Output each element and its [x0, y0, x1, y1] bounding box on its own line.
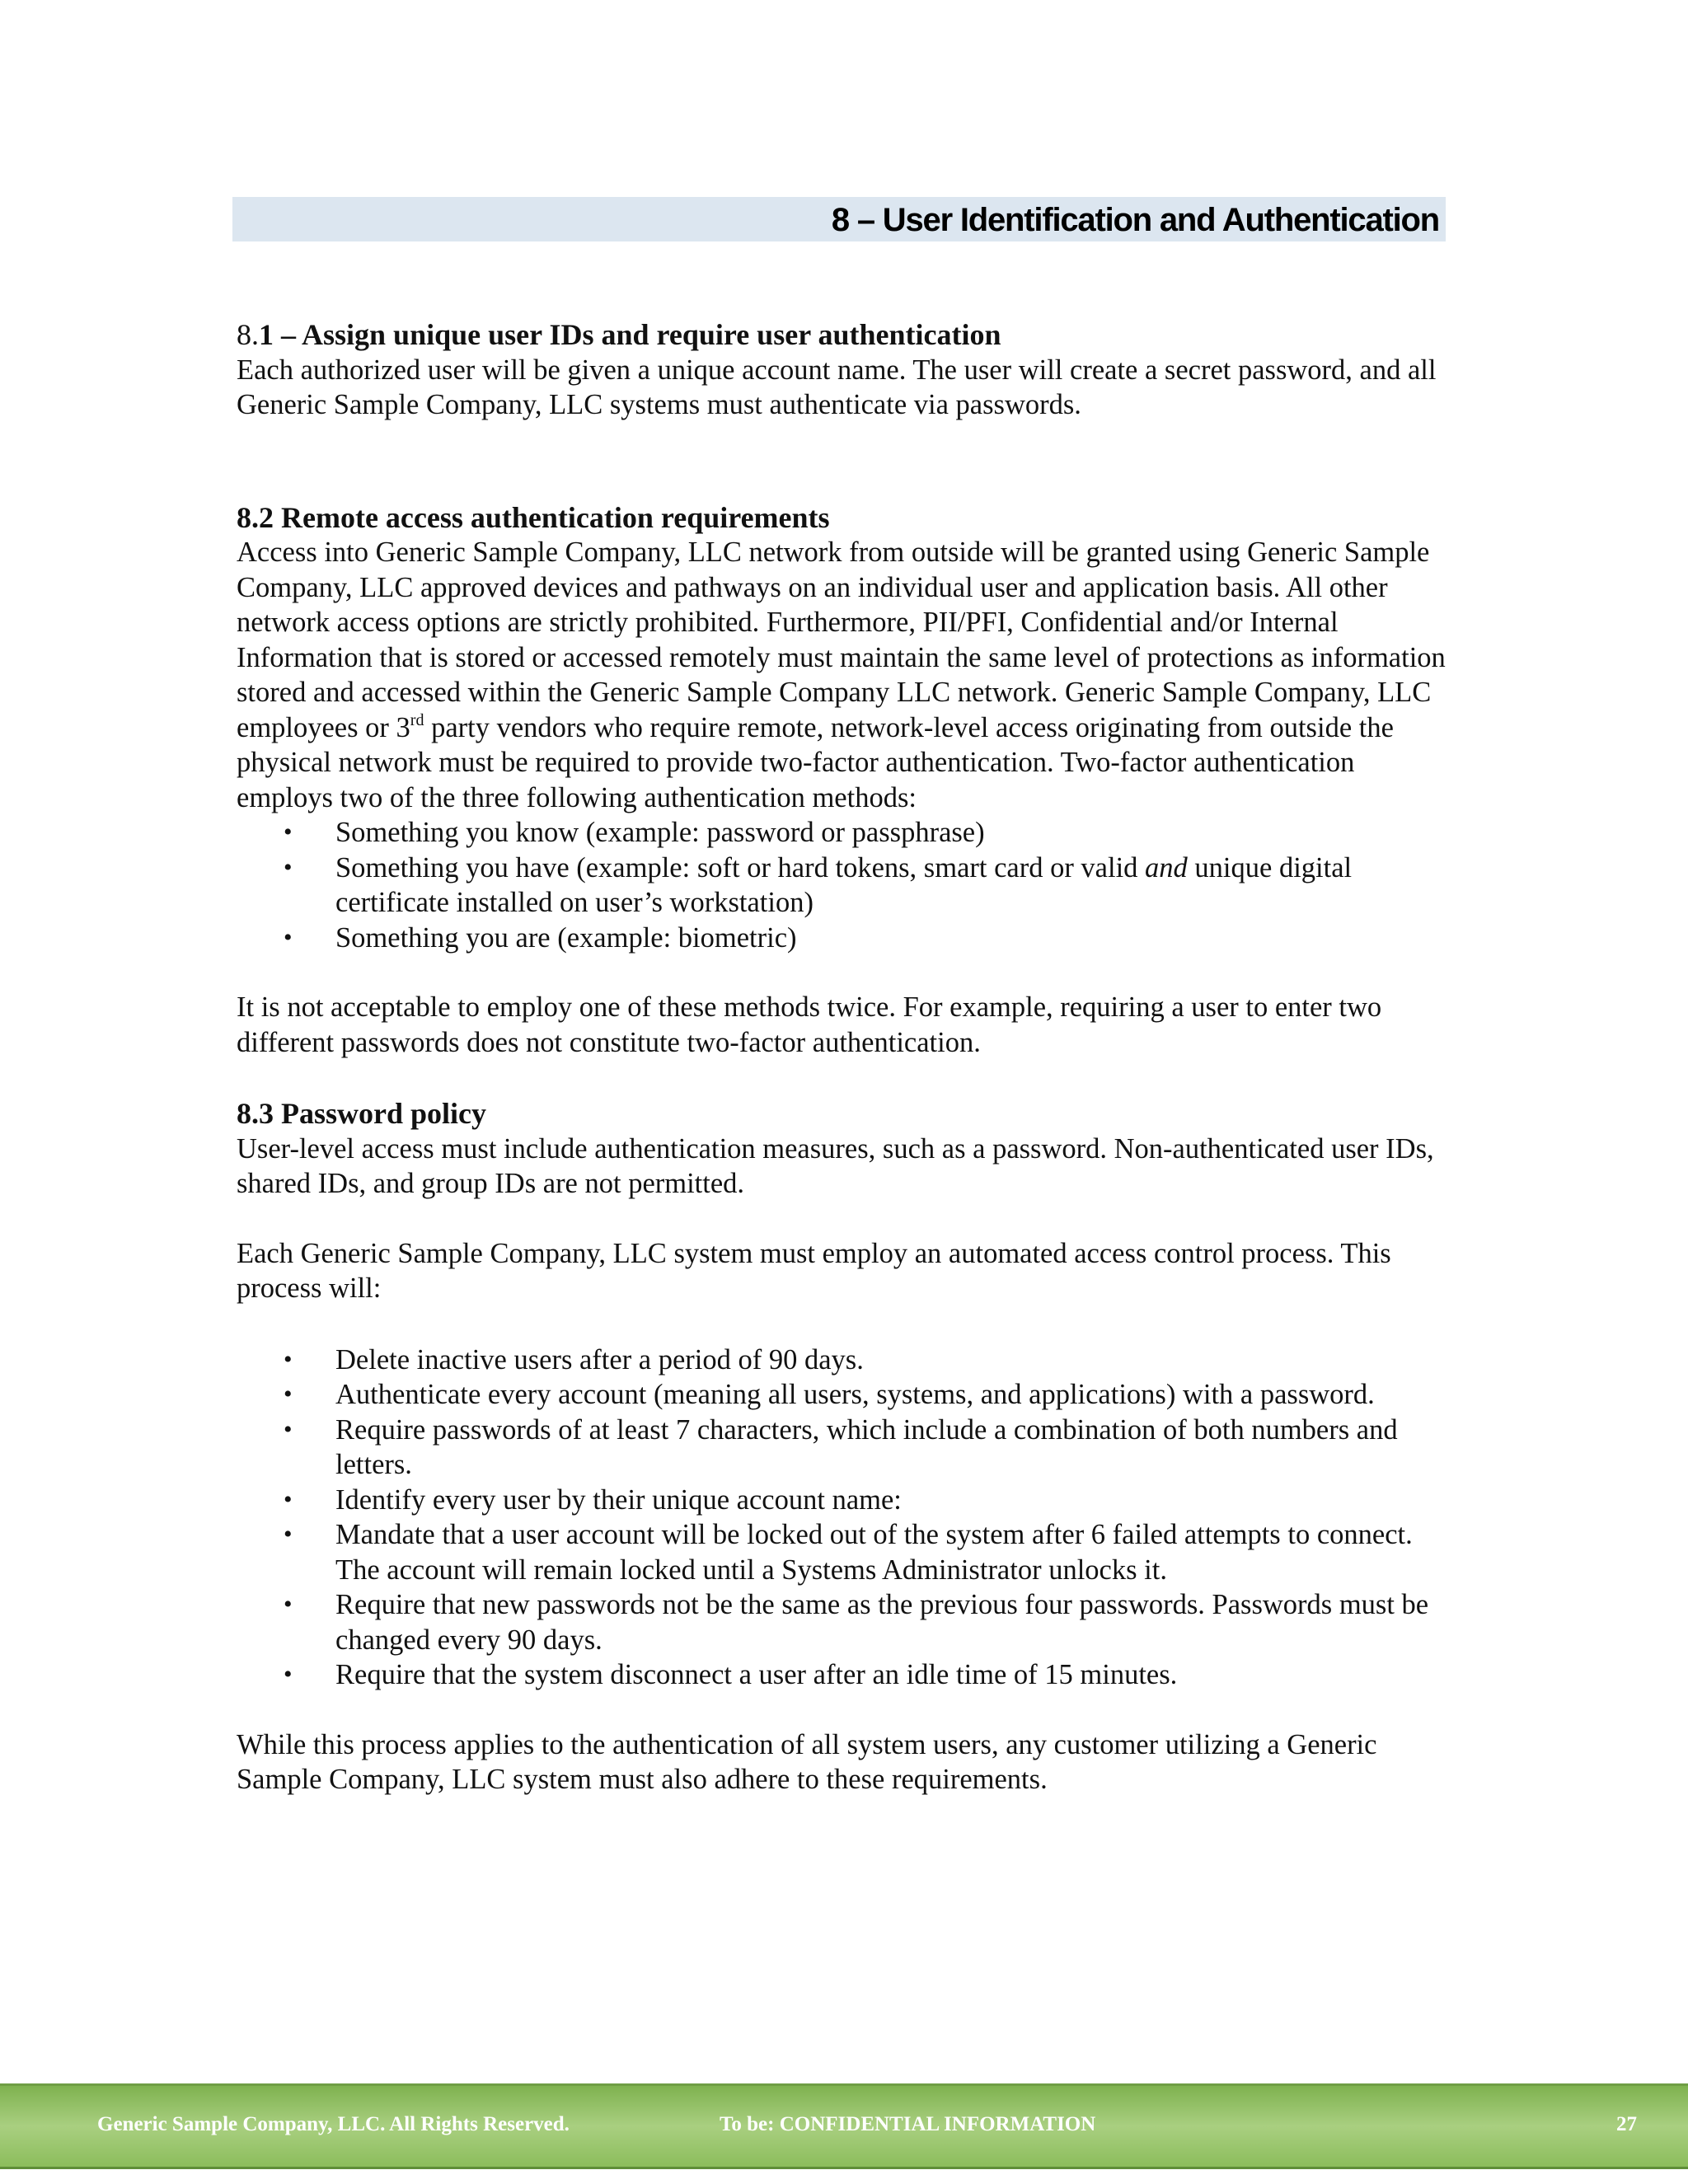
list-item-text: Delete inactive users after a period of 90 days. [335, 1343, 864, 1376]
section-8-3-body-2: Each Generic Sample Company, LLC system must employ an automated access control process. This process will: [237, 1237, 1391, 1304]
section-8-2-body-part1: Access into Generic Sample Company, LLC network from outside will be granted using Generic Sample Company, LLC approved devices and pathways on an individual user and application basis. All other network access options are strictly prohibited. Furthermore, PII/PFI, Confidential and/or Internal Information that is stored or accessed remotely must maintain the same level of protections as information stored and accessed within the Generic Sample Company LLC network. Generic Sample Company, LLC employees or 3 [237, 537, 1446, 743]
list-item-text: Mandate that a user account will be locked out of the system after 6 failed attempts to connect. The account will remain locked until a Systems Administrator unlocks it. [335, 1519, 1413, 1586]
section-8-2-body [237, 535, 1456, 815]
section-8-3-heading: 8.3 Password policy [237, 1097, 487, 1130]
section-8-1-heading [237, 317, 1456, 353]
list-item-text: Require that new passwords not be the same as the previous four passwords. Passwords must be changed every 90 days. [335, 1589, 1429, 1656]
access-control-list [237, 1343, 1456, 1693]
list-item-emphasis: and [1145, 851, 1188, 883]
list-item [237, 1517, 1456, 1587]
list-item [237, 851, 1456, 921]
bullet-icon: • [284, 818, 293, 846]
section-header-banner [232, 197, 1446, 241]
list-item-text: Something you are (example: biometric) [335, 921, 797, 954]
list-item [237, 1657, 1456, 1693]
list-item-text-pre: Something you have (example: soft or hard tokens, smart card or valid [335, 851, 1146, 883]
list-item [237, 1413, 1456, 1483]
bullet-icon: • [284, 1345, 293, 1373]
page-number: 27 [1616, 2113, 1637, 2135]
bullet-icon: • [284, 923, 293, 951]
auth-methods-list [237, 815, 1456, 955]
list-item [237, 815, 1456, 851]
bullet-icon: • [284, 1380, 293, 1408]
section-8-1-number: 8. [237, 318, 259, 351]
bullet-icon: • [284, 1485, 293, 1513]
superscript-rd: rd [410, 710, 424, 729]
bullet-icon: • [284, 1521, 293, 1548]
section-8-1-body: Each authorized user will be given a unique account name. The user will create a secret password, and all Generic Sample Company, LLC systems must authenticate via passwords. [237, 354, 1437, 420]
bullet-icon: • [284, 853, 293, 881]
section-8-3-body-1: User-level access must include authentication measures, such as a password. Non-authenticated user IDs, shared IDs, and group IDs are not permitted. [237, 1132, 1434, 1199]
list-item-text: Identify every user by their unique account name: [335, 1483, 902, 1516]
list-item [237, 921, 1456, 956]
footer-classification: To be: CONFIDENTIAL INFORMATION [720, 2113, 1096, 2135]
list-item-text: Require passwords of at least 7 characters, which include a combination of both numbers and letters. [335, 1413, 1398, 1480]
list-item [237, 1483, 1456, 1518]
list-item-text-post: unique digital certificate installed on user’s workstation) [335, 851, 1353, 918]
bullet-icon: • [284, 1415, 293, 1443]
section-8-1-title: 1 – Assign unique user IDs and require user authentication [259, 318, 1001, 351]
list-item-text: Require that the system disconnect a user after an idle time of 15 minutes. [335, 1659, 1178, 1690]
bullet-icon: • [284, 1591, 293, 1618]
section-8-2-note: It is not acceptable to employ one of these methods twice. For example, requiring a user to enter two different passwords does not constitute two-factor authentication. [237, 991, 1382, 1058]
section-header-title: 8 – User Identification and Authentication [831, 202, 1439, 238]
footer-company: Generic Sample Company, LLC. All Rights Reserved. [97, 2113, 570, 2135]
section-8-2-heading: 8.2 Remote access authentication requirements [237, 500, 830, 534]
document-body [237, 317, 1456, 1797]
bullet-icon: • [284, 1661, 293, 1688]
list-item [237, 1377, 1456, 1413]
section-8-2-body-part2: party vendors who require remote, network-level access originating from outside the physical network must be required to provide two-factor authentication. Two-factor authentication employs two of the three following authentication methods: [237, 711, 1394, 813]
page-footer [0, 2083, 1688, 2169]
section-8-3-closing: While this process applies to the authentication of all system users, any customer utilizing a Generic Sample Company, LLC system must also adhere to these requirements. [237, 1728, 1377, 1795]
list-item-text: Authenticate every account (meaning all users, systems, and applications) with a password. [335, 1379, 1375, 1410]
list-item [237, 1343, 1456, 1378]
list-item [237, 1587, 1456, 1657]
list-item-text: Something you know (example: password or passphrase) [335, 817, 985, 848]
